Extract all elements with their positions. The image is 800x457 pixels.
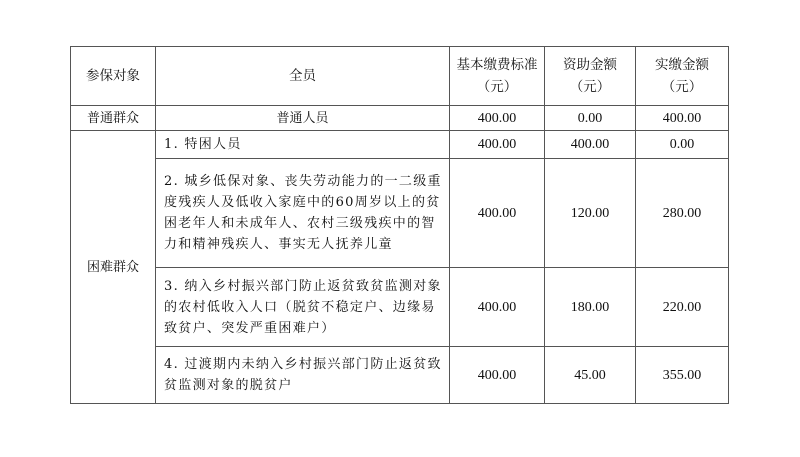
paid-cell: 0.00 — [636, 131, 729, 159]
base-cell: 400.00 — [450, 159, 545, 268]
header-insured-group: 参保对象 — [71, 47, 156, 106]
desc-cell: 3. 纳入乡村振兴部门防止返贫致贫监测对象的农村低收入人口（脱贫不稳定户、边缘易致贫户、突发严重困难户） — [156, 268, 450, 347]
table-row — [71, 106, 729, 131]
base-cell: 400.00 — [450, 347, 545, 404]
group-cell: 困难群众 — [71, 131, 156, 404]
table-row — [71, 347, 729, 404]
base-cell: 400.00 — [450, 131, 545, 159]
desc-cell: 4. 过渡期内未纳入乡村振兴部门防止返贫致贫监测对象的脱贫户 — [156, 347, 450, 404]
desc-cell: 2. 城乡低保对象、丧失劳动能力的一二级重度残疾人及低收入家庭中的60周岁以上的贫困老年人和未成年人、农村三级残疾中的智力和精神残疾人、事实无人抚养儿童 — [156, 159, 450, 268]
base-cell: 400.00 — [450, 268, 545, 347]
subsidy-cell: 45.00 — [545, 347, 636, 404]
paid-cell: 220.00 — [636, 268, 729, 347]
header-subsidy: 资助金额（元） — [545, 47, 636, 106]
table-row — [71, 268, 729, 347]
paid-cell: 280.00 — [636, 159, 729, 268]
group-cell: 普通群众 — [71, 106, 156, 131]
subsidy-cell: 0.00 — [545, 106, 636, 131]
paid-cell: 400.00 — [636, 106, 729, 131]
subsidy-cell: 400.00 — [545, 131, 636, 159]
desc-cell: 普通人员 — [156, 106, 450, 131]
header-row — [71, 47, 729, 106]
desc-cell: 1. 特困人员 — [156, 131, 450, 159]
header-all-members: 全员 — [156, 47, 450, 106]
subsidy-cell: 180.00 — [545, 268, 636, 347]
header-paid: 实缴金额（元） — [636, 47, 729, 106]
header-base-fee: 基本缴费标准（元） — [450, 47, 545, 106]
subsidy-cell: 120.00 — [545, 159, 636, 268]
insurance-contribution-table — [70, 46, 729, 404]
table-row — [71, 131, 729, 159]
paid-cell: 355.00 — [636, 347, 729, 404]
table-row — [71, 159, 729, 268]
base-cell: 400.00 — [450, 106, 545, 131]
